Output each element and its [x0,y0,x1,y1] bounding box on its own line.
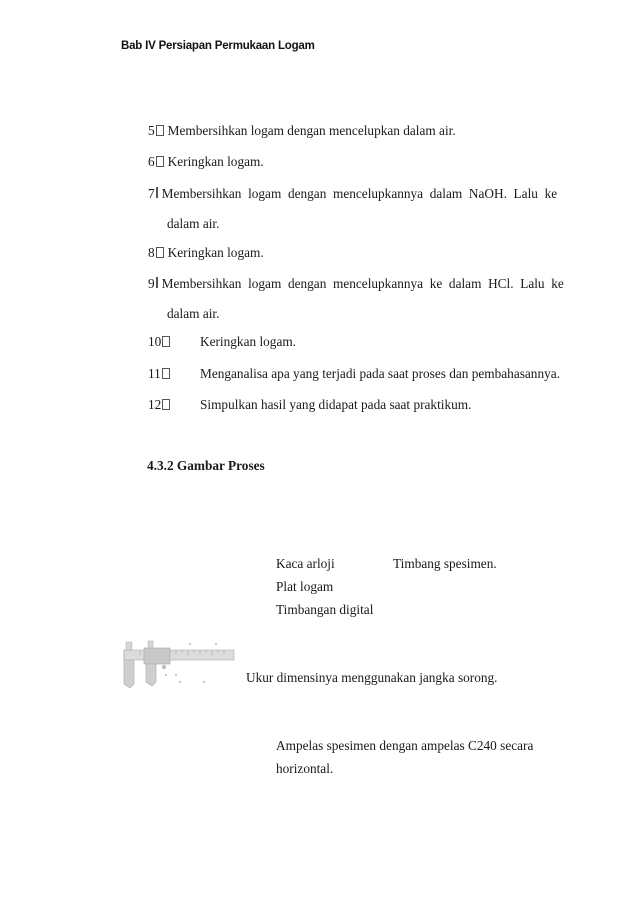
step-6 [148,153,548,171]
step-number: 5 [148,123,155,138]
caption-measure: Ukur dimensinya menggunakan jangka sorong. [246,670,498,685]
caption-metal-plate: Plat logam [276,579,334,594]
step-text: Membersihkan logam dengan mencelupkan dalam air. [167,123,456,138]
caption-sand-line2: horizontal. [276,761,334,776]
step-number: 7 [148,186,155,201]
step-text-line1: Membersihkan logam dengan mencelupkannya ke dalam HCl. Lalu ke [161,276,564,291]
step-5 [148,122,548,140]
missing-glyph-box [162,368,170,379]
step-text-line2: dalam air. [167,216,220,231]
missing-glyph-box [156,187,158,198]
missing-glyph-box [162,399,170,410]
step-text-line1: Membersihkan logam dengan mencelupkannya dalam NaOH. Lalu ke [161,186,558,201]
step-8 [148,244,548,262]
step-number: 12 [148,397,162,412]
running-header: Bab IV Persiapan Permukaan Logam [121,40,315,52]
step-text-line2: dalam air. [167,306,220,321]
caption-watch-glass: Kaca arloji [276,556,335,571]
step-7 [148,185,558,233]
caption-weigh: Timbang spesimen. [393,556,497,571]
step-12 [148,396,548,414]
step-number: 6 [148,154,155,169]
step-text: Menganalisa apa yang terjadi pada saat proses dan pembahasannya. [200,366,560,381]
step-number: 11 [148,366,161,381]
missing-glyph-box [156,277,158,288]
step-number: 10 [148,334,162,349]
missing-glyph-box [156,125,164,136]
vernier-caliper-image [120,640,238,697]
step-text: Keringkan logam. [200,334,297,349]
missing-glyph-box [162,336,170,347]
missing-glyph-box [156,247,164,258]
step-text: Keringkan logam. [167,154,264,169]
missing-glyph-box [156,156,164,167]
step-number: 9 [148,276,155,291]
step-number: 8 [148,245,155,260]
step-9 [148,275,564,323]
step-text: Keringkan logam. [167,245,264,260]
section-heading: 4.3.2 Gambar Proses [147,458,265,473]
step-11 [148,365,560,383]
step-10 [148,333,548,351]
step-text: Simpulkan hasil yang didapat pada saat praktikum. [200,397,472,412]
caption-digital-scale: Timbangan digital [276,602,374,617]
caption-sand-line1: Ampelas spesimen dengan ampelas C240 secara [276,738,534,753]
